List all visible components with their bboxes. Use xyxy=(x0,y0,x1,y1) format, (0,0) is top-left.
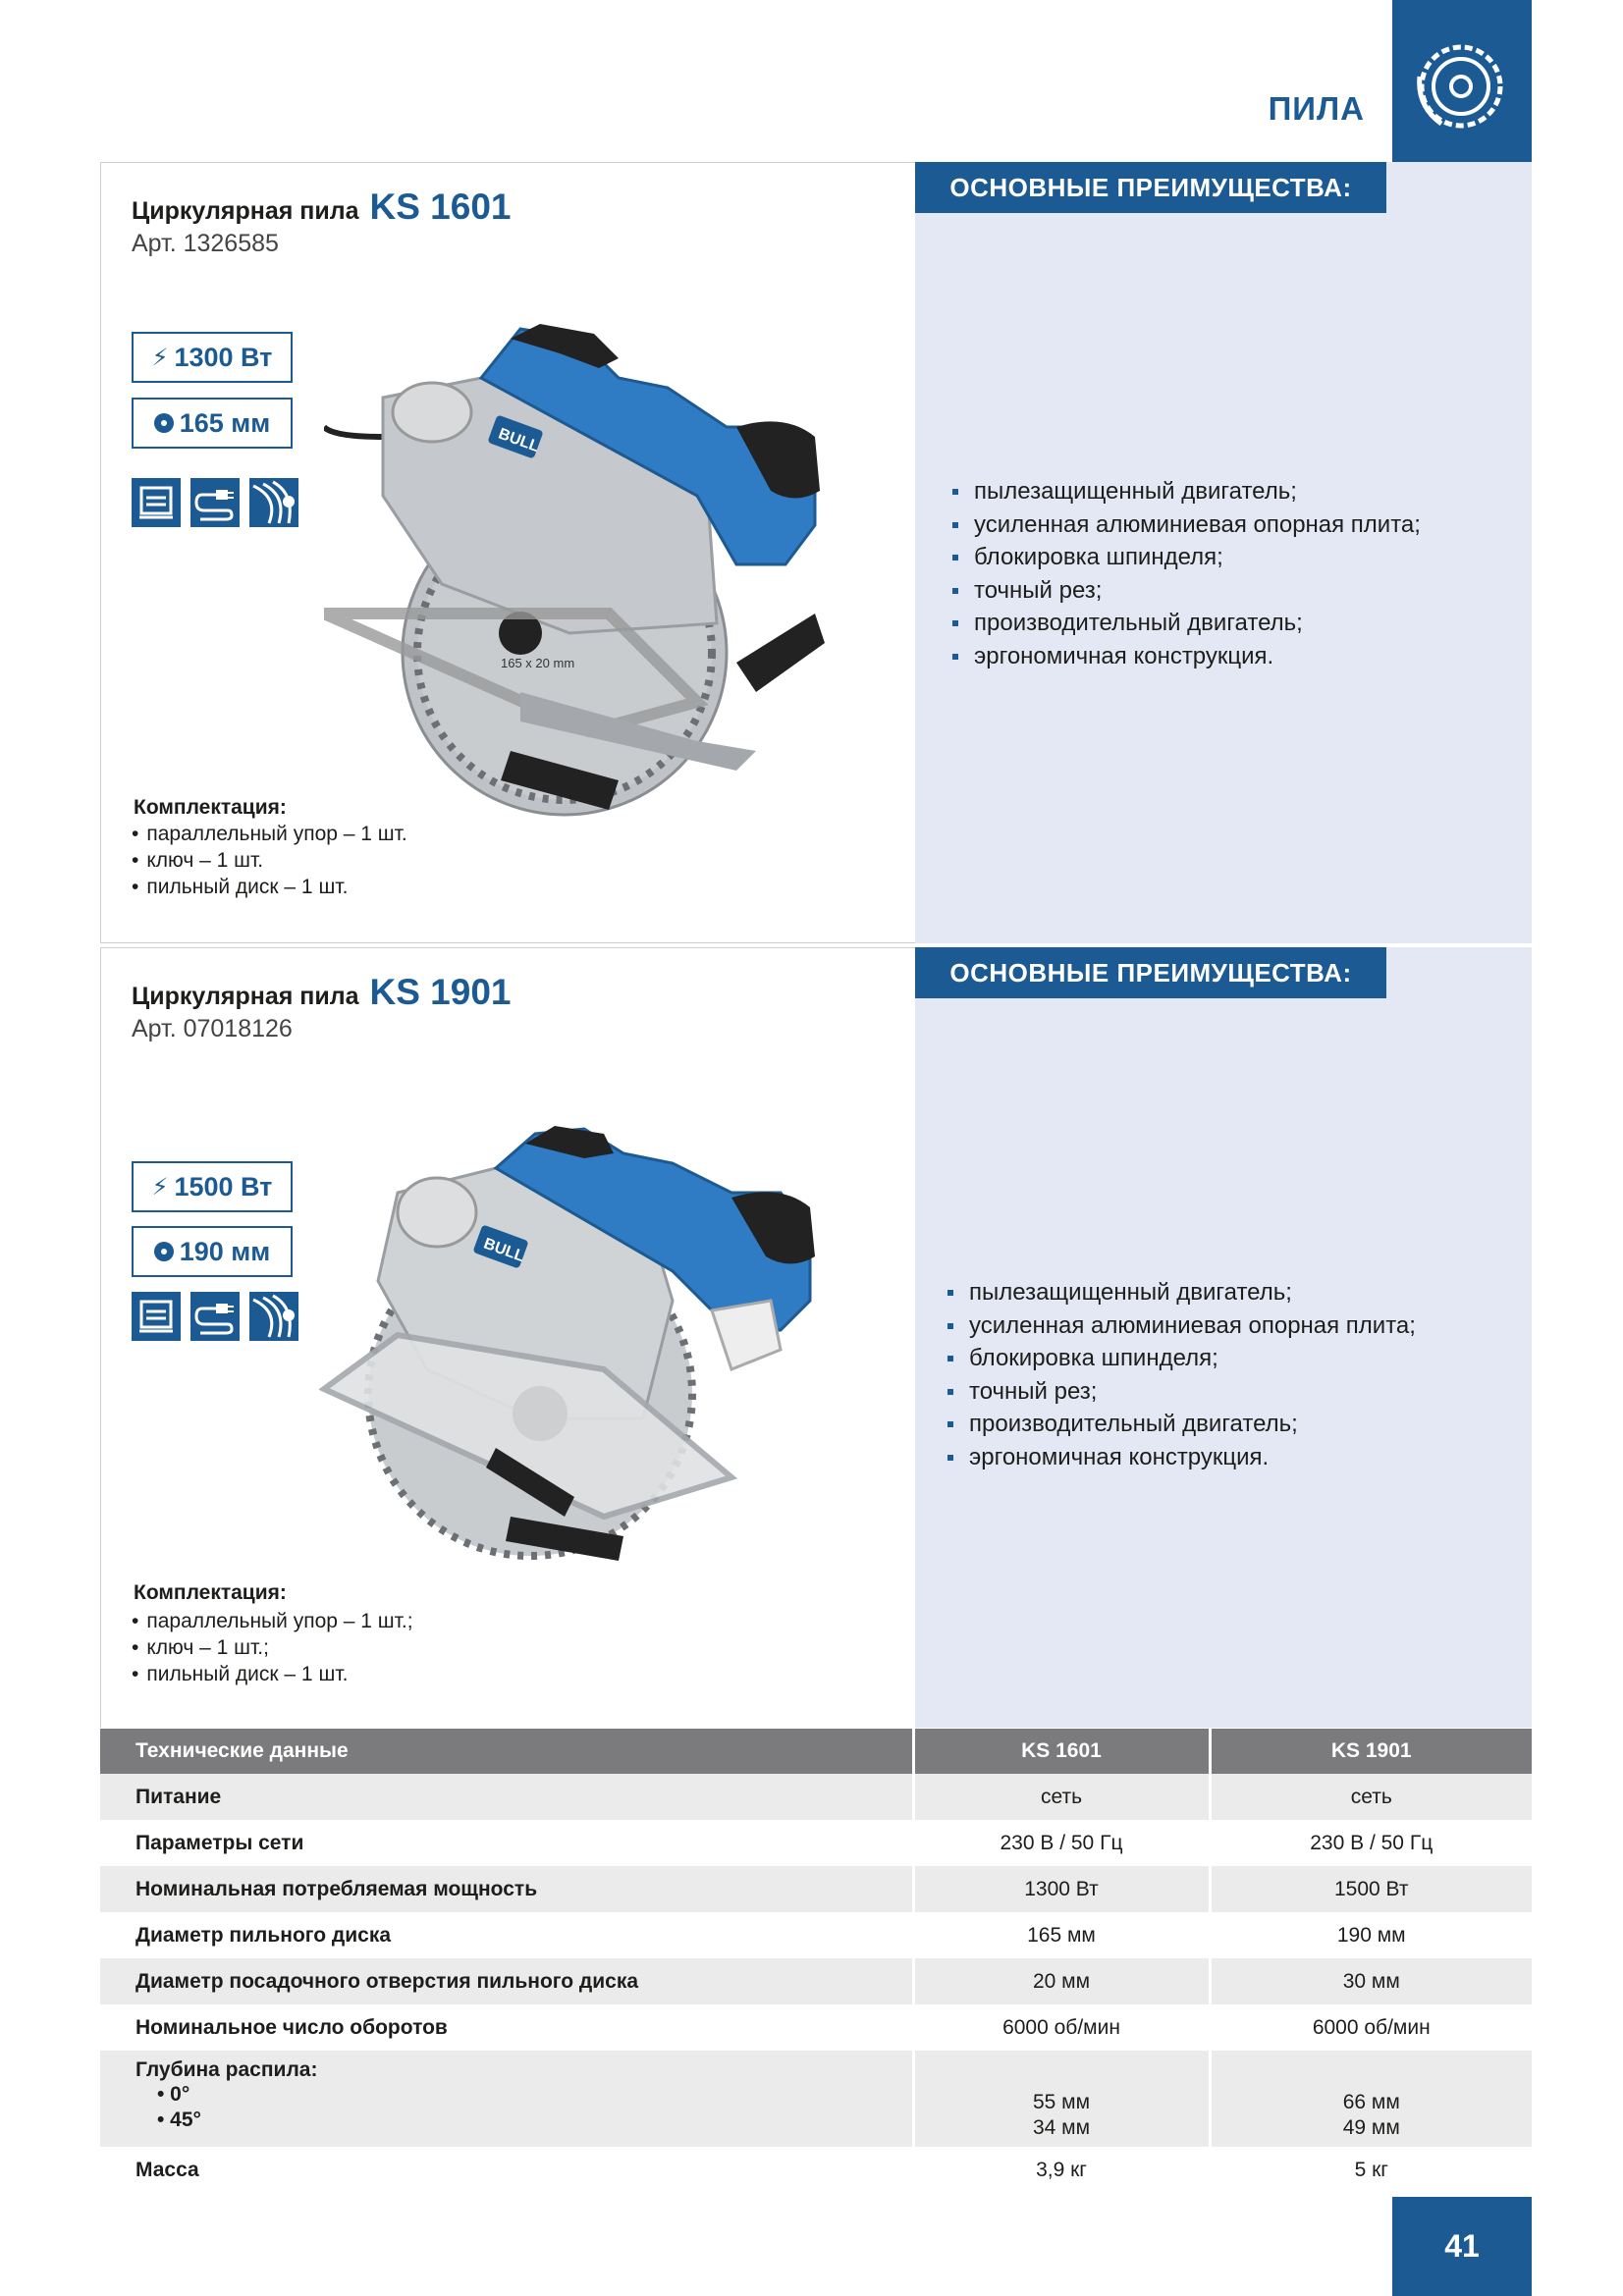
row-sublabel: • 0° xyxy=(157,2083,190,2106)
dust-protection-icon xyxy=(132,478,181,527)
cell-subvalue: 66 мм xyxy=(1342,2091,1400,2113)
brand-label: BULL xyxy=(481,1235,527,1266)
list-item: усиленная алюминиевая опорная плита; xyxy=(947,1309,1416,1343)
table-row xyxy=(100,1774,1532,1820)
cell-value: 1300 Вт xyxy=(913,1866,1210,1912)
table-row xyxy=(100,1820,1532,1866)
product-model: KS 1601 xyxy=(369,187,512,227)
product-title xyxy=(132,972,511,1013)
disc-icon xyxy=(154,1242,174,1261)
cell-value: 5 кг xyxy=(1354,2158,1388,2181)
plug-cable-icon xyxy=(190,478,240,527)
power-value: 1300 Вт xyxy=(174,342,273,372)
cell-subvalue: 49 мм xyxy=(1342,2116,1400,2139)
feature-icons xyxy=(132,478,298,527)
cell-value: 1500 Вт xyxy=(1210,1866,1532,1912)
list-item: блокировка шпинделя; xyxy=(952,541,1421,574)
list-item: • ключ – 1 шт.; xyxy=(132,1634,413,1661)
page-number: 41 xyxy=(1392,2197,1532,2296)
cell-subvalue: 55 мм xyxy=(1032,2091,1091,2113)
advantages-list xyxy=(947,1276,1416,1473)
product-image-ks1601 xyxy=(324,319,913,849)
disc-badge xyxy=(132,398,293,449)
cell-value xyxy=(913,2051,1210,2147)
saw-blade-icon xyxy=(1412,37,1510,135)
product-title-prefix: Циркулярная пила xyxy=(132,197,359,225)
row-label: Диаметр посадочного отверстия пильного диска xyxy=(100,1958,913,2004)
table-row xyxy=(100,1958,1532,2004)
row-sublabel: • 45° xyxy=(157,2109,201,2131)
list-item: эргономичная конструкция. xyxy=(952,640,1421,673)
cell-value: сеть xyxy=(913,1774,1210,1820)
list-item: производительный двигатель; xyxy=(952,607,1421,640)
list-item: эргономичная конструкция. xyxy=(947,1441,1416,1474)
cell-value xyxy=(1210,2051,1532,2147)
list-item: точный рез; xyxy=(947,1375,1416,1409)
cell-value: 6000 об/мин xyxy=(1312,2015,1431,2039)
cell-value: 165 мм xyxy=(913,1912,1210,1958)
cell-value: сеть xyxy=(1210,1774,1532,1820)
dust-protection-icon xyxy=(132,1292,181,1341)
disc-value: 190 мм xyxy=(179,1236,271,1266)
row-label: Номинальная потребляемая мощность xyxy=(100,1866,913,1912)
product-image-ks1901 xyxy=(319,1124,908,1585)
table-row xyxy=(100,2147,1532,2193)
advantages-list xyxy=(952,475,1421,672)
feature-icons xyxy=(132,1292,298,1341)
kit-title: Комплектация: xyxy=(134,1581,287,1604)
product-title-prefix: Циркулярная пила xyxy=(132,983,359,1010)
cell-value: 3,9 кг xyxy=(913,2147,1210,2193)
table-row xyxy=(100,1866,1532,1912)
cell-value: 230 В / 50 Гц xyxy=(1310,1831,1434,1854)
list-item: пылезащищенный двигатель; xyxy=(947,1276,1416,1309)
plug-cable-icon xyxy=(190,1292,240,1341)
section-tab xyxy=(1392,0,1532,162)
cell-value: 6000 об/мин xyxy=(913,2004,1210,2051)
disc-badge xyxy=(132,1226,293,1277)
lightning-icon: ⚡ xyxy=(151,1173,169,1201)
row-label: Масса xyxy=(100,2147,913,2193)
product-title xyxy=(132,187,511,228)
lightning-icon: ⚡ xyxy=(151,344,169,371)
list-item: • ключ – 1 шт. xyxy=(132,847,407,874)
power-badge xyxy=(132,332,293,383)
kit-list xyxy=(132,821,407,900)
kit-list xyxy=(132,1608,413,1687)
row-label-main: Глубина распила: xyxy=(135,2058,318,2081)
product-model: KS 1901 xyxy=(369,972,512,1012)
blade-size-label: 165 x 20 mm xyxy=(501,656,575,670)
kit-title: Комплектация: xyxy=(134,796,287,819)
table-header: Технические данные xyxy=(100,1729,913,1774)
cell-subvalue: 34 мм xyxy=(1032,2116,1091,2139)
product-article: Арт. 07018126 xyxy=(132,1015,293,1042)
row-label: Параметры сети xyxy=(100,1820,913,1866)
list-item: усиленная алюминиевая опорная плита; xyxy=(952,508,1421,542)
cell-value: 190 мм xyxy=(1336,1923,1406,1947)
list-item: • пильный диск – 1 шт. xyxy=(132,874,407,900)
list-item: • пильный диск – 1 шт. xyxy=(132,1661,413,1687)
cell-value: 30 мм xyxy=(1210,1958,1532,2004)
list-item: блокировка шпинделя; xyxy=(947,1342,1416,1375)
disc-value: 165 мм xyxy=(179,407,271,438)
row-label xyxy=(100,2051,913,2147)
spindle-lock-icon xyxy=(249,1292,298,1341)
brand-label: BULL xyxy=(496,425,542,456)
list-item: производительный двигатель; xyxy=(947,1408,1416,1441)
table-row xyxy=(100,2051,1532,2147)
cell-value: 230 В / 50 Гц xyxy=(913,1820,1210,1866)
table-header-row xyxy=(100,1729,1532,1774)
advantages-heading: ОСНОВНЫЕ ПРЕИМУЩЕСТВА: xyxy=(915,162,1386,213)
product-article: Арт. 1326585 xyxy=(132,230,279,257)
power-value: 1500 Вт xyxy=(174,1171,273,1201)
list-item: • параллельный упор – 1 шт.; xyxy=(132,1608,413,1634)
table-row xyxy=(100,1912,1532,1958)
table-header: KS 1601 xyxy=(913,1729,1210,1774)
power-badge xyxy=(132,1161,293,1212)
list-item: точный рез; xyxy=(952,574,1421,608)
row-label: Диаметр пильного диска xyxy=(100,1912,913,1958)
list-item: пылезащищенный двигатель; xyxy=(952,475,1421,508)
cell-value: 20 мм xyxy=(913,1958,1210,2004)
table-row xyxy=(100,2004,1532,2051)
list-item: • параллельный упор – 1 шт. xyxy=(132,821,407,847)
table-header: KS 1901 xyxy=(1210,1729,1532,1774)
row-label: Номинальное число оборотов xyxy=(100,2004,913,2051)
section-title: ПИЛА xyxy=(1268,90,1365,127)
disc-icon xyxy=(154,413,174,433)
spindle-lock-icon xyxy=(249,478,298,527)
specs-table xyxy=(100,1729,1532,2193)
row-label: Питание xyxy=(100,1774,913,1820)
advantages-heading: ОСНОВНЫЕ ПРЕИМУЩЕСТВА: xyxy=(915,947,1386,998)
